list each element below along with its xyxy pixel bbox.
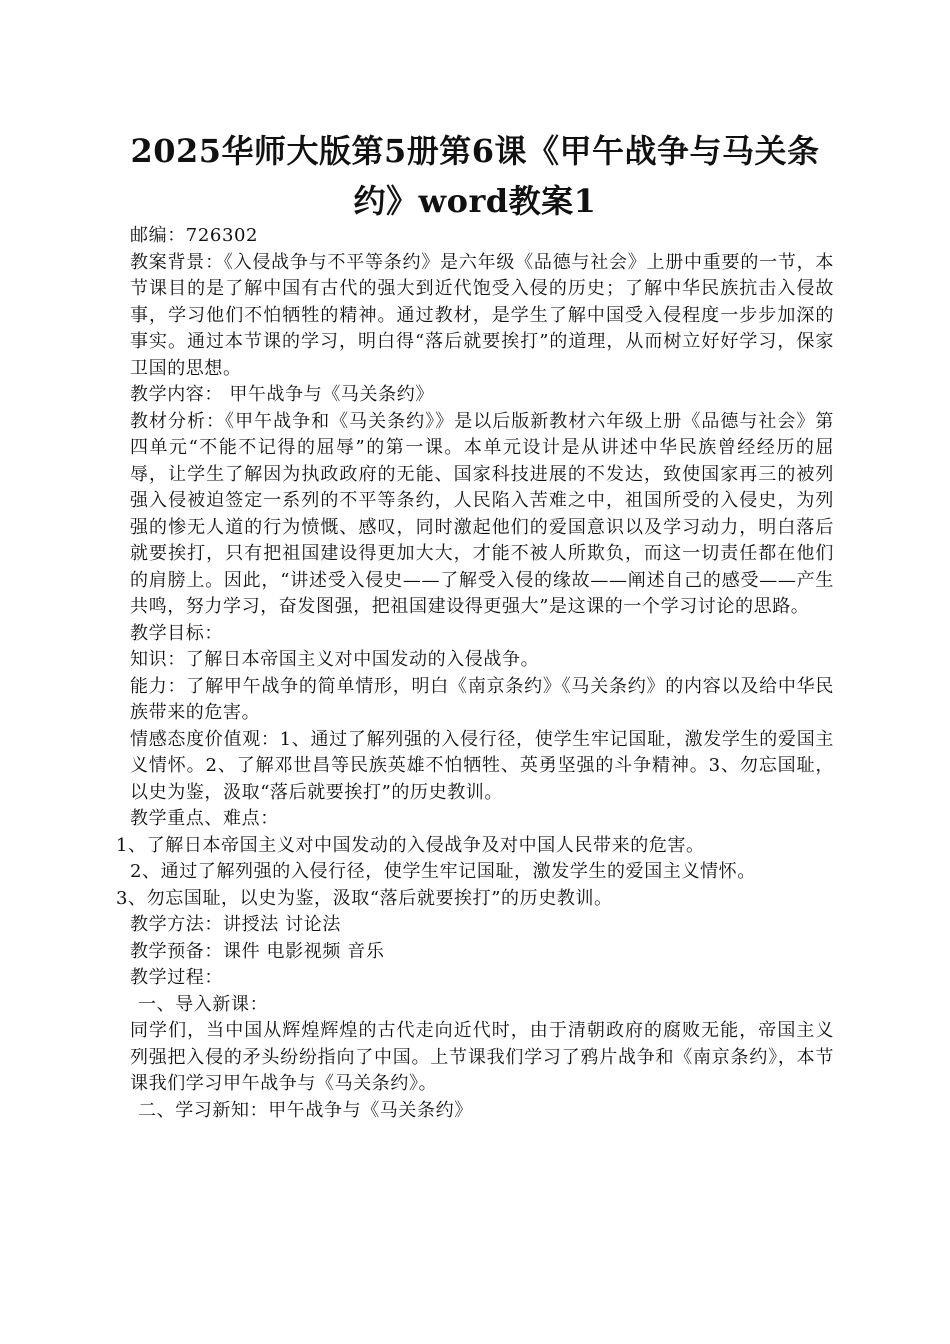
section-one-heading: 一、导入新课： [138,993,269,1015]
ability-goal-paragraph: 能力：了解甲午战争的简单情形，明白《南京条约》《马关条约》的内容以及给中华民族带来的危害。 [130,675,834,723]
teaching-methods-paragraph: 教学方法：讲授法 讨论法 [130,914,341,935]
document-title: 2025华师大版第5册第6课《甲午战争与马关条约》word教案1 [130,132,820,220]
introduction-paragraph: 同学们，当中国从辉煌辉煌的古代走向近代时，由于清朝政府的腐败无能，帝国主义列强把入侵的矛头纷纷指向了中国。上节课我们学习了鸦片战争和《南京条约》，本节课我们学习甲午战争与《马关条约》。 [130,1020,834,1094]
teaching-goals-heading: 教学目标： [130,622,223,644]
key-point-2: 2、通过了解列强的入侵行径，使学生牢记国耻，激发学生的爱国主义情怀。 [130,861,756,882]
key-point-3: 3、勿忘国耻，以史为鉴，汲取“落后就要挨打”的历史教训。 [116,887,613,909]
textbook-analysis-paragraph: 教材分析：《甲午战争和《马关条约》》是以后版新教材六年级上册《品德与社会》第四单元“不能不记得的屈辱”的第一课。本单元设计是从讲述中华民族曾经经历的屈辱，让学生了解因为执政政府的无能、国家科技进展的不发达，致使国家再三的被列强入侵被迫签定一系列的不平等条约，人民陷入苦难之中，祖国所受的入侵史，为列强的惨无人道的行为愤慨、感叹，同时激起他们的爱国意识以及学习动力，明白落后就要挨打，只有把祖国建设得更加大大，才能不被人所欺负，而这一切责任都在他们的肩膀上。因此，“讲述受入侵史——了解受入侵的缘故——阐述自己的感受——产生共鸣，努力学习，奋发图强，把祖国建设得更强大”是这课的一个学习讨论的思路。 [130,410,834,617]
postal-code-paragraph: 邮编：726302 [130,225,259,246]
key-point-1: 1、了解日本帝国主义对中国发动的入侵战争及对中国人民带来的危害。 [116,834,705,856]
attitude-goal-paragraph: 情感态度价值观：1、通过了解列强的入侵行径，使学生牢记国耻，激发学生的爱国主义情怀。2、了解邓世昌等民族英雄不怕牺牲、英勇坚强的斗争精神。3、勿忘国耻，以史为鉴，汲取“落后就要挨打”的历史教训。 [130,728,834,803]
lesson-background-paragraph: 教案背景：《入侵战争与不平等条约》是六年级《品德与社会》上册中重要的一节，本节课目的是了解中国有古代的强大到近代饱受入侵的历史；了解中华民族抗击入侵故事，学习他们不怕牺牲的精神。通过教材，是学生了解中国受入侵程度一步步加深的事实。通过本节课的学习，明白得“落后就要挨打”的道理，从而树立好好学习，保家卫国的思想。 [130,251,834,379]
key-points-heading: 教学重点、难点： [130,808,279,829]
section-two-heading: 二、学习新知：甲午战争与《马关条约》 [138,1099,473,1121]
teaching-process-heading: 教学过程： [130,967,223,988]
teaching-content-paragraph: 教学内容： 甲午战争与《马关条约》 [130,384,434,405]
teaching-preparation-paragraph: 教学预备：课件 电影视频 音乐 [130,940,385,962]
knowledge-goal-paragraph: 知识：了解日本帝国主义对中国发动的入侵战争。 [130,649,540,670]
document-body [116,223,834,1124]
